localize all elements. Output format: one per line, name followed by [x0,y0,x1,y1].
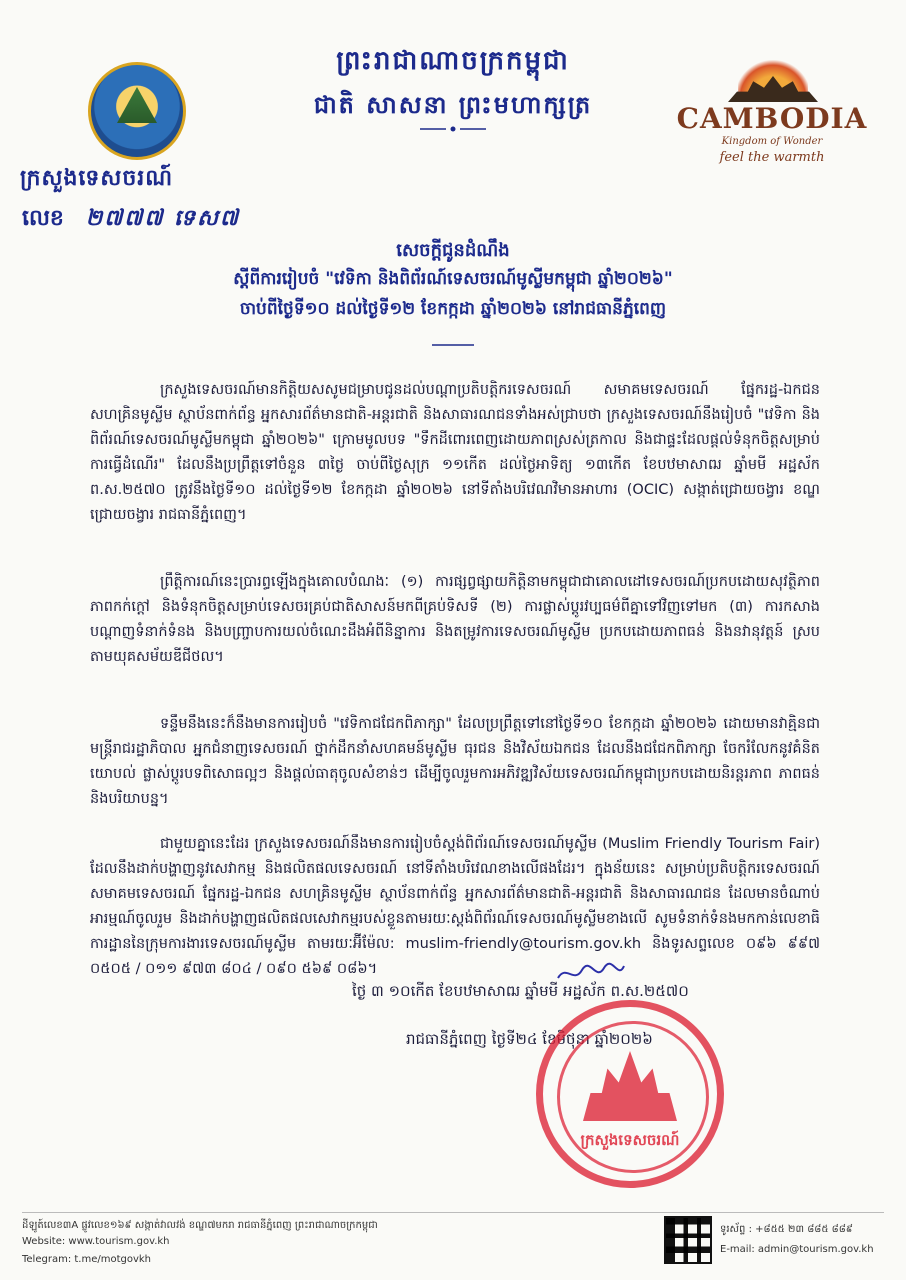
notice-title: សេចក្តីជូនដំណឹង [396,240,510,261]
body-paragraph-1: ក្រសួងទេសចរណ៍មានកិត្តិយសសូមជម្រាបជូនដល់បណ្តាប្រតិបត្តិករទេសចរណ៍ សមាគមទេសចរណ៍ ផ្នែករដ្ឋ-ឯកជន សហគ្រិនមូស្លីម ស្ថាប័នពាក់ព័ន្ធ អ្នកសារព័ត៌មានជាតិ-អន្តរជាតិ និងសាធារណជនទាំងអស់ជ្រាបថា ក្រសួងទេសចរណ៍នឹងរៀបចំ "វេទិកា និងពិព័រណ៍ទេសចរណ៍មូស្លីមកម្ពុជា ឆ្នាំ២០២៦" ក្រោមមូលបទ "ទឹកដីពោរពេញដោយភាពស្រស់ត្រកាល និងជាផ្ទះដែលផ្តល់ទំនុកចិត្តសម្រាប់ ការធ្វើដំណើរ" ដែលនឹងប្រព្រឹត្តទៅចំនួន ៣ថ្ងៃ ចាប់ពីថ្ងៃសុក្រ ១១កើត ដល់ថ្ងៃអាទិត្យ ១៣កើត ខែបឋមាសាឍ ឆ្នាំមមី អដ្ឋស័ក ព.ស.២៥៧០ ត្រូវនឹងថ្ងៃទី១០ ដល់ថ្ងៃទី១២ ខែកក្កដា ឆ្នាំ២០២៦ នៅទីតាំងបរិវេណវិមានអាហារ (OCIC) សង្កាត់ជ្រោយចង្វារ ខណ្ឌជ្រោយចង្វារ រាជធានីភ្នំពេញ។ [90,382,820,523]
motto-heading: ជាតិ សាសនា ព្រះមហាក្សត្រ [313,91,593,119]
cambodia-brand-logo [672,54,872,174]
footer-website[interactable]: Website: www.tourism.gov.kh [22,1236,170,1247]
brand-subtitle: Kingdom of Wonder [721,136,823,147]
brand-name: CAMBODIA [676,102,868,135]
brand-tagline: feel the warmth [719,150,825,165]
official-seal [536,1000,724,1188]
footer-phone: ទូរស័ព្ទ : +៨៥៥ ២៣ ៨៨៥ ៨៨៩ [720,1224,853,1235]
notice-subject: ស្តីពីការរៀបចំ "វេទិកា និងពិព័រណ៍ទេសចរណ៍មូស្លីមកម្ពុជា ឆ្នាំ២០២៦" [233,269,673,289]
doc-number-label: លេខ [22,206,64,231]
footer-telegram[interactable]: Telegram: t.me/motgovkh [22,1254,152,1265]
ministry-name: ក្រសួងទេសចរណ៍ [20,166,174,191]
footer-email[interactable]: E-mail: admin@tourism.gov.kh [720,1244,874,1255]
document-number [22,204,240,236]
qr-code-icon [664,1216,712,1264]
body-paragraph-3: ទន្ទឹមនឹងនេះក៏នឹងមានការរៀបចំ "វេទិកាជជែកពិភាក្សា" ដែលប្រព្រឹត្តទៅនៅថ្ងៃទី១០ ខែកក្កដា ឆ្នាំ២០២៦ ដោយមានវាគ្មិនជាមន្ត្រីរាជរដ្ឋាភិបាល អ្នកជំនាញទេសចរណ៍ ថ្នាក់ដឹកនាំសហគមន៍មូស្លីម ធុរជន និងវិស័យឯកជន ដែលនឹងជជែកពិភាក្សា ចែករំលែកនូវគំនិតយោបល់ ផ្លាស់ប្តូរបទពិសោធល្អៗ និងផ្តល់ធាតុចូលសំខាន់ៗ ដើម្បីចូលរួមការអភិវឌ្ឍវិស័យទេសចរណ៍កម្ពុជាប្រកបដោយនិរន្តរភាព ភាពធន់ និងបរិយាបន្ន។ [90,716,820,807]
solar-date: រាជធានីភ្នំពេញ ថ្ងៃទី២៤ ខែមិថុនា ឆ្នាំ២០២៦ [406,1030,653,1048]
body-paragraph-4: ជាមួយគ្នានេះដែរ ក្រសួងទេសចរណ៍នឹងមានការរៀបចំស្តង់ពិព័រណ៍ទេសចរណ៍មូស្លីម (Muslim Friendly Tourism Fair) ដែលនឹងដាក់បង្ហាញនូវសេវាកម្ម និងផលិតផលទេសចរណ៍ នៅទីតាំងបរិវេណខាងលើផងដែរ។ ក្នុងន័យនេះ សម្រាប់ប្រតិបត្តិករទេសចរណ៍ សមាគមទេសចរណ៍ ផ្នែករដ្ឋ-ឯកជន សហគ្រិនមូស្លីម ស្ថាប័នពាក់ព័ន្ធ អ្នកសារព័ត៌មានជាតិ-អន្តរជាតិ និងសាធារណជន ដែលមានចំណាប់អារម្មណ៍ចូលរួម និងដាក់បង្ហាញផលិតផលសេវាកម្មរបស់ខ្លួនតាមរយៈស្តង់ពិព័រណ៍ទេសចរណ៍មូស្លីមខាងលើ សូមទំនាក់ទំនងមកកាន់លេខាធិការដ្ឋាននៃក្រុមការងារទេសចរណ៍មូស្លីម តាមរយៈអ៊ីម៉ែល: muslim-friendly@tourism.gov.kh និងទូរសព្ទលេខ ០៩៦ ៩៩៧ ០៥០៥ / ០១១ ៩៧៣ ៨០៤ / ០៩០ ៥៦៩ ០៨៦។ [90,836,820,977]
seal-text: ក្រសួងទេសចរណ៍ [580,1131,680,1149]
footer-address: ដីឡូត៍លេខ៣A ផ្លូវលេខ១៦៩ សង្កាត់វាលវង់ ខណ្ឌ៧មករា រាជធានីភ្នំពេញ ព្រះរាជាណាចក្រកម្ពុជា [22,1220,378,1231]
doc-number-value: ២៧៧៧ ទេស៧ [85,205,240,231]
ornament-divider-icon [420,126,486,132]
footer-divider [22,1212,884,1213]
title-divider-icon [432,343,474,347]
lunar-date: ថ្ងៃ ៣ ១០កើត ខែបឋមាសាឍ ឆ្នាំមមី អដ្ឋស័ក ព.ស.២៥៧០ [352,982,689,1000]
notice-dates: ចាប់ពីថ្ងៃទី១០ ដល់ថ្ងៃទី១២ ខែកក្កដា ឆ្នាំ២០២៦ នៅរាជធានីភ្នំពេញ [239,299,667,319]
signature-initial-icon [556,960,626,986]
kingdom-heading: ព្រះរាជាណាចក្រកម្ពុជា [336,46,570,76]
body-paragraph-2: ព្រឹត្តិការណ៍នេះប្រារព្ធឡើងក្នុងគោលបំណងៈ (១) ការផ្សព្វផ្សាយកិត្តិនាមកម្ពុជាជាគោលដៅទេសចរណ៍ប្រកបដោយសុវត្ថិភាព ភាពកក់ក្តៅ និងទំនុកចិត្តសម្រាប់ទេសចរគ្រប់ជាតិសាសន៍មកពីគ្រប់ទិសទី (២) ការផ្លាស់ប្តូរវប្បធម៌ពីគ្នាទៅវិញទៅមក (៣) ការកសាងបណ្តាញទំនាក់ទំនង និងបញ្ច្រាបការយល់ចំណេះដឹងអំពីនិន្នាការ និងតម្រូវការទេសចរណ៍មូស្លីម ប្រកបដោយភាពធន់ និងនវានុវត្តន៍ ស្របតាមយុគសម័យឌីជីថល។ [90,574,820,665]
